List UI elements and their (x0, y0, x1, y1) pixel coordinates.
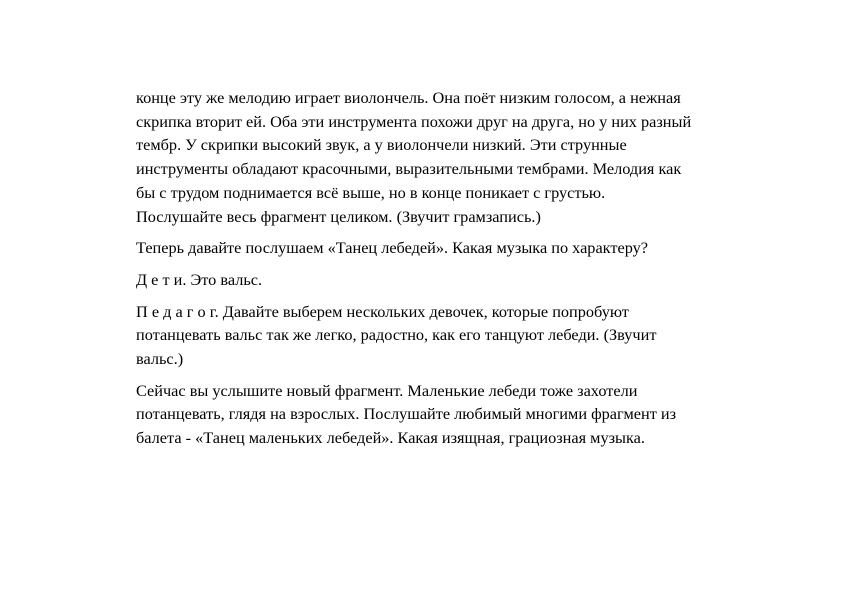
text-line: инструменты обладают красочными, выразительными тембрами. Мелодия как (136, 159, 682, 179)
paragraph-teacher (136, 300, 736, 371)
text-line: скрипка вторит ей. Оба эти инструмента похожи друг на друга, но у них разный (136, 111, 692, 131)
text-line: конце эту же мелодию играет виолончель. Она поёт низким голосом, а нежная (136, 88, 681, 107)
text-line: П е д а г о г. Давайте выберем нескольких девочек, которые попробуют (136, 301, 629, 321)
text-line: Послушайте весь фрагмент целиком. (Звучит грамзапись.) (136, 206, 541, 226)
text-line: потанцевать вальс так же легко, радостно, как его танцуют лебеди. (Звучит (136, 325, 657, 345)
text-line: Сейчас вы услышите новый фрагмент. Маленькие лебеди тоже захотели (136, 380, 638, 400)
paragraph-question (136, 236, 736, 260)
text-line: бы с трудом поднимается всё выше, но в конце поникает с грустью. (136, 182, 606, 202)
paragraph-new-fragment (136, 379, 736, 450)
text-line: Д е т и. Это вальс. (136, 269, 263, 289)
paragraph-description (136, 86, 736, 228)
text-line: Теперь давайте послушаем «Танец лебедей». Какая музыка по характеру? (136, 238, 649, 258)
text-line: балета - «Танец маленьких лебедей». Какая изящная, грациозная музыка. (136, 428, 645, 448)
text-line: вальс.) (136, 349, 184, 369)
text-line: тембр. У скрипки высокий звук, а у виолончели низкий. Эти струнные (136, 135, 627, 155)
paragraph-children-reply (136, 268, 736, 292)
document-text (136, 86, 736, 458)
text-line: потанцевать, глядя на взрослых. Послушайте любимый многими фрагмент из (136, 404, 677, 424)
